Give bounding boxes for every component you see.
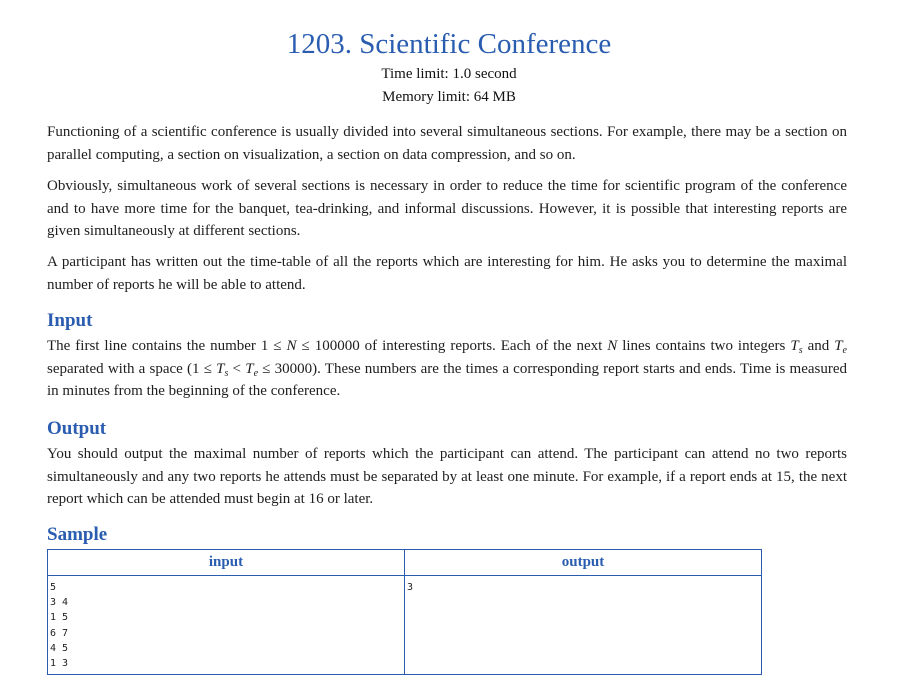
sample-input-text[interactable]: 5 3 4 1 5 6 7 4 5 1 3 [50, 582, 69, 670]
problem-title: 1203. Scientific Conference [286, 28, 612, 60]
output-description: You should output the maximal number of reports which the participant can attend. The participant can attend no two reports simultaneously and any two reports he attends must be separated by at least one minute. For example, if a report ends at 15, the next report which can be attended must begin at 16 or later. [47, 446, 847, 507]
sample-output-text[interactable]: 3 [407, 582, 414, 593]
output-heading: Output [47, 418, 107, 439]
sample-output-cell [405, 576, 762, 675]
sample-table [47, 549, 762, 675]
input-description: The first line contains the number 1 ≤ N ≤ 100000 of interesting reports. Each of the next N lines contains two integers $T_s$ and $T_e$ separated with a space $(1 \le T_s < T_e \le 30000)$. These numbers are the times a corresponding report starts and ends. Time is measured in minutes from the beginning of the conference. [47, 338, 848, 399]
statement-paragraph-3: A participant has written out the time-table of all the reports which are interesting for him. He asks you to determine the maximal number of reports he will be able to attend. [47, 254, 847, 293]
time-limit: Time limit: 1.0 second [381, 66, 517, 82]
sample-input-cell [48, 576, 405, 675]
sample-output-header: output [405, 550, 762, 576]
sample-heading: Sample [47, 524, 108, 545]
input-heading: Input [47, 310, 93, 331]
statement-paragraph-2: Obviously, simultaneous work of several sections is necessary in order to reduce the time for scientific program of the conference and to have more time for the banquet, tea-drinking, and informal discussions. However, it is possible that interesting reports are given simultaneously at different sections. [47, 178, 847, 239]
statement-paragraph-1: Functioning of a scientific conference is usually divided into several simultaneous sections. For example, there may be a section on parallel computing, a section on visualization, a section on data compression, and so on. [47, 124, 847, 163]
memory-limit: Memory limit: 64 MB [382, 89, 516, 105]
sample-input-header: input [48, 550, 405, 576]
